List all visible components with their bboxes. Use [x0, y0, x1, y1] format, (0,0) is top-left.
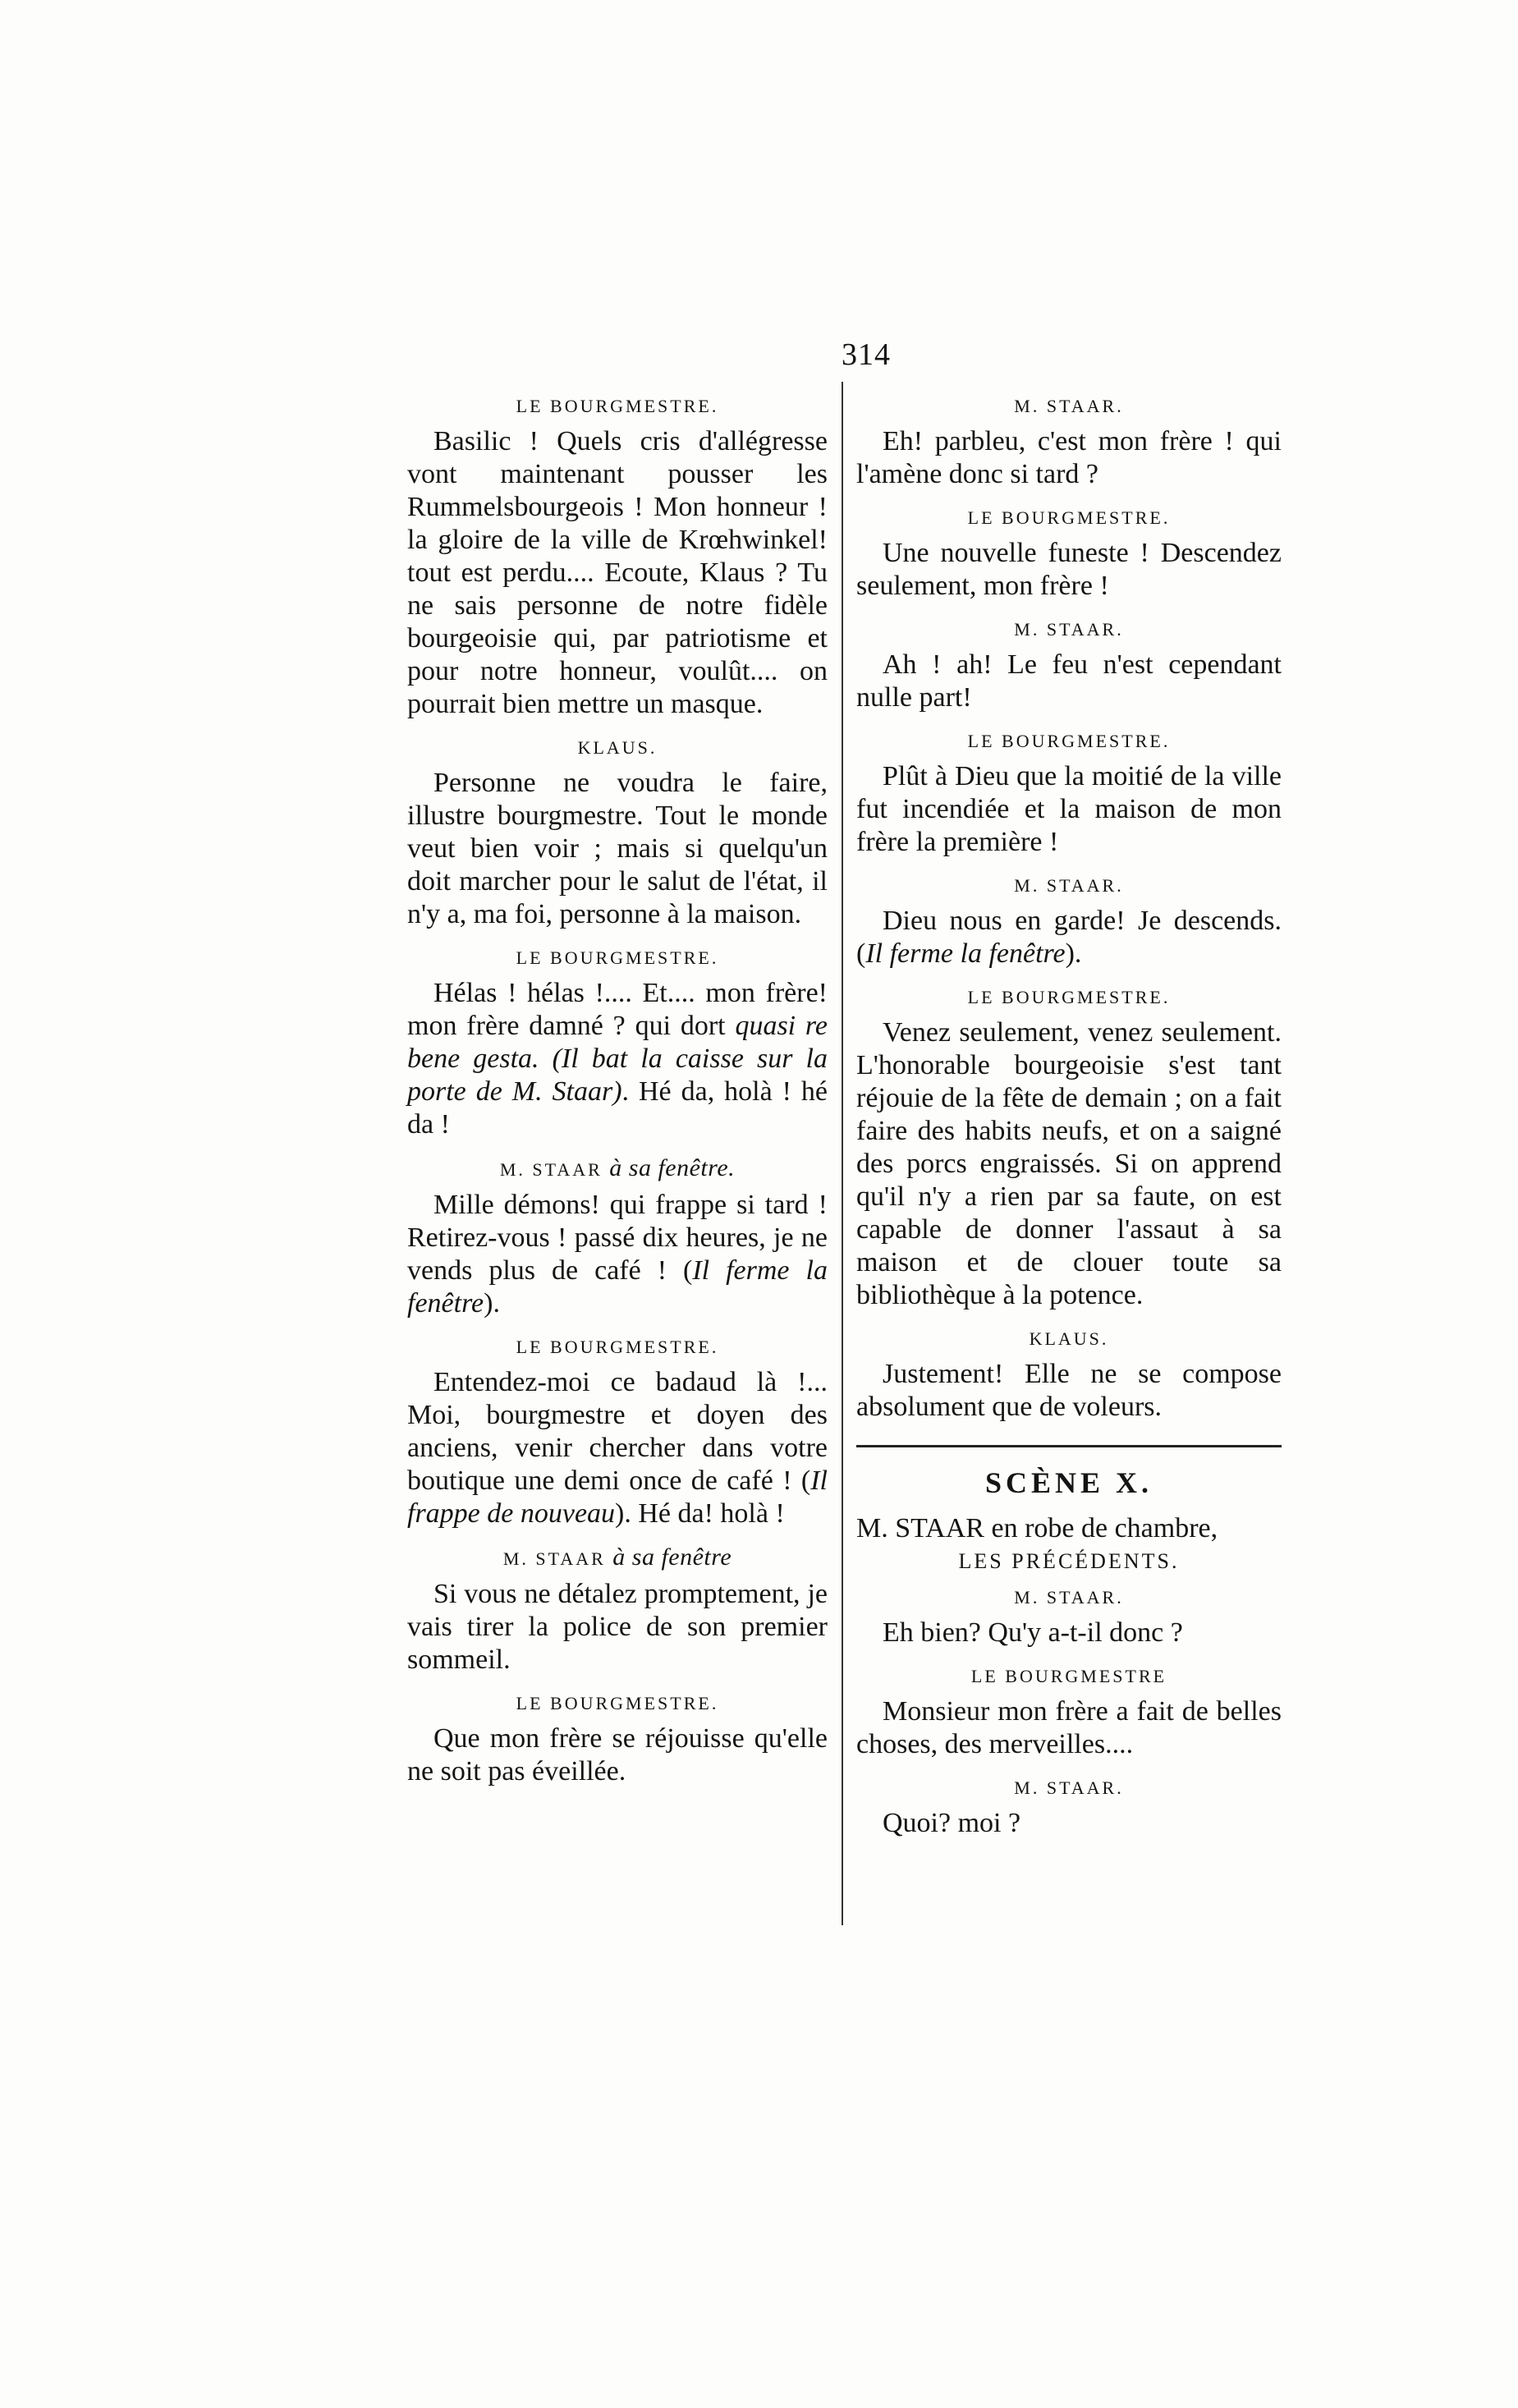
speech-fragment: Eh bien? Qu'y a-t-il donc ? [883, 1617, 1183, 1648]
speech-text [856, 649, 1282, 714]
speaker-name: LE BOURGMESTRE. [967, 987, 1171, 1007]
speaker-name: M. STAAR [502, 1548, 606, 1569]
speech-fragment: Une nouvelle funeste ! Descendez seulement, mon frère ! [856, 538, 1282, 601]
stage-direction: à sa fenêtre [612, 1543, 732, 1571]
speaker-name: LE BOURGMESTRE. [967, 731, 1171, 751]
scene-cast: M. STAAR en robe de chambre, [856, 1513, 1218, 1543]
speech-fragment: Entendez-moi ce badaud là !... Moi, bourgmestre et doyen des anciens, venir chercher dans votre boutique une demi once de café ! ( [407, 1367, 828, 1496]
speaker-heading [407, 946, 828, 970]
speech-text [856, 1807, 1282, 1840]
speech-fragment: ). Hé da! holà ! [615, 1498, 785, 1529]
scene-rule [856, 1445, 1282, 1447]
speaker-heading [407, 394, 828, 419]
page-number: 314 [842, 337, 891, 372]
speaker-name: LE BOURGMESTRE [970, 1666, 1167, 1686]
speaker-name: KLAUS. [577, 737, 658, 758]
speaker-heading [407, 1545, 828, 1571]
speech-fragment: Justement! Elle ne se compose absolument que de voleurs. [856, 1359, 1282, 1422]
speech-fragment: ). [484, 1288, 500, 1319]
speech-fragment: Mille démons! qui frappe si tard ! Retirez-vous ! passé dix heures, je ne vends plus de café ! ( [407, 1190, 828, 1286]
speech-fragment: Venez seulement, venez seulement. L'honorable bourgeoisie s'est tant réjouie de la fête de demain ; on a fait faire des habits neufs, et on a saigné des porcs engraissés. Si on apprend qu'il n'y a rien par sa faute, on est capable de donner l'assaut à sa maison et de clouer toute sa bibliothèque à la potence. [856, 1017, 1282, 1310]
speech-fragment: Eh! parbleu, c'est mon frère ! qui l'amène donc si tard ? [856, 426, 1282, 489]
speaker-heading [407, 1156, 828, 1182]
speaker-name: LE BOURGMESTRE. [516, 1337, 719, 1357]
speaker-heading [407, 1335, 828, 1360]
speaker-name: LE BOURGMESTRE. [516, 1693, 719, 1713]
right-speeches [856, 394, 1282, 1424]
speech-text [407, 1189, 828, 1320]
speech-fragment: Monsieur mon frère a fait de belles choses, des merveilles.... [856, 1696, 1282, 1759]
speech-text [856, 1617, 1282, 1649]
stage-direction: à sa fenêtre. [609, 1154, 736, 1181]
speaker-heading [856, 506, 1282, 530]
speaker-name: M. STAAR. [1014, 875, 1124, 896]
speech-text [407, 1578, 828, 1676]
speech-text [856, 537, 1282, 603]
speaker-heading [856, 1327, 1282, 1351]
speaker-heading [856, 985, 1282, 1010]
speaker-name: M. STAAR [499, 1159, 603, 1180]
speaker-heading [856, 394, 1282, 419]
speaker-name: LE BOURGMESTRE. [516, 947, 719, 968]
speaker-name: LE BOURGMESTRE. [516, 396, 719, 416]
speech-text [856, 1358, 1282, 1424]
speaker-name: M. STAAR. [1014, 396, 1124, 416]
speaker-name: M. STAAR. [1014, 1777, 1124, 1798]
speaker-heading [856, 1664, 1282, 1689]
left-column [407, 386, 828, 1803]
speaker-name: M. STAAR. [1014, 1587, 1124, 1608]
speaker-heading [856, 874, 1282, 898]
speech-fragment: Dieu nous en garde! Je descends. ( [856, 906, 1282, 969]
speech-text [407, 425, 828, 721]
speech-text [856, 760, 1282, 859]
speech-fragment: Ah ! ah! Le feu n'est cependant nulle part! [856, 649, 1282, 713]
speech-text [856, 1016, 1282, 1312]
speech-text [856, 425, 1282, 491]
speaker-heading [856, 729, 1282, 754]
speaker-name: M. STAAR. [1014, 619, 1124, 640]
speaker-name: KLAUS. [1029, 1328, 1109, 1349]
speech-fragment: Que mon frère se réjouisse qu'elle ne soit pas éveillée. [407, 1723, 828, 1787]
scene-title: SCÈNE X. [984, 1466, 1153, 1499]
speech-text [856, 1695, 1282, 1761]
speech-italic-fragment: quasi re bene gesta. (Il bat la caisse sur la porte de M. Staar) [407, 1011, 828, 1107]
speaker-heading [856, 1776, 1282, 1800]
speech-italic-fragment: Il frappe de nouveau [407, 1465, 828, 1529]
speech-fragment: Si vous ne détalez promptement, je vais tirer la police de son premier sommeil. [407, 1579, 828, 1675]
speech-fragment: Basilic ! Quels cris d'allégresse vont maintenant pousser les Rummelsbourgeois ! Mon honneur ! la gloire de la ville de Krœhwinkel! tout est perdu.... Ecoute, Klaus ? Tu ne sais personne de notre fidèle bourgeoisie qui, par patriotisme et pour notre honneur, voulût.... on pourrait bien mettre un masque. [407, 426, 828, 719]
speech-text [407, 1722, 828, 1788]
speaker-heading [856, 617, 1282, 642]
speech-fragment: ). [1065, 938, 1082, 969]
speech-fragment: Personne ne voudra le faire, illustre bourgmestre. Tout le monde veut bien voir ; mais si quelqu'un doit marcher pour le salut de l'état, il n'y a, ma foi, personne à la maison. [407, 768, 828, 929]
scene-speeches [856, 1585, 1282, 1840]
speaker-heading [407, 736, 828, 760]
scene-cast-secondary: LES PRÉCÉDENTS. [958, 1549, 1180, 1573]
speech-fragment: Plût à Dieu que la moitié de la ville fut incendiée et la maison de mon frère la première ! [856, 761, 1282, 857]
speech-fragment: . Hé da, holà ! hé da ! [407, 1076, 828, 1140]
speech-text [407, 1366, 828, 1530]
right-column [856, 386, 1282, 1855]
speaker-heading [407, 1691, 828, 1716]
column-divider [842, 382, 843, 1925]
speaker-heading [856, 1585, 1282, 1610]
speech-text [407, 767, 828, 931]
speech-text [407, 977, 828, 1141]
speech-fragment: Quoi? moi ? [883, 1808, 1021, 1838]
speaker-name: LE BOURGMESTRE. [967, 507, 1171, 528]
speech-text [856, 905, 1282, 970]
speech-italic-fragment: Il ferme la fenêtre [407, 1255, 828, 1319]
speech-italic-fragment: Il ferme la fenêtre [865, 938, 1066, 969]
speech-fragment: Hélas ! hélas !.... Et.... mon frère! mon frère damné ? qui dort [407, 978, 828, 1041]
